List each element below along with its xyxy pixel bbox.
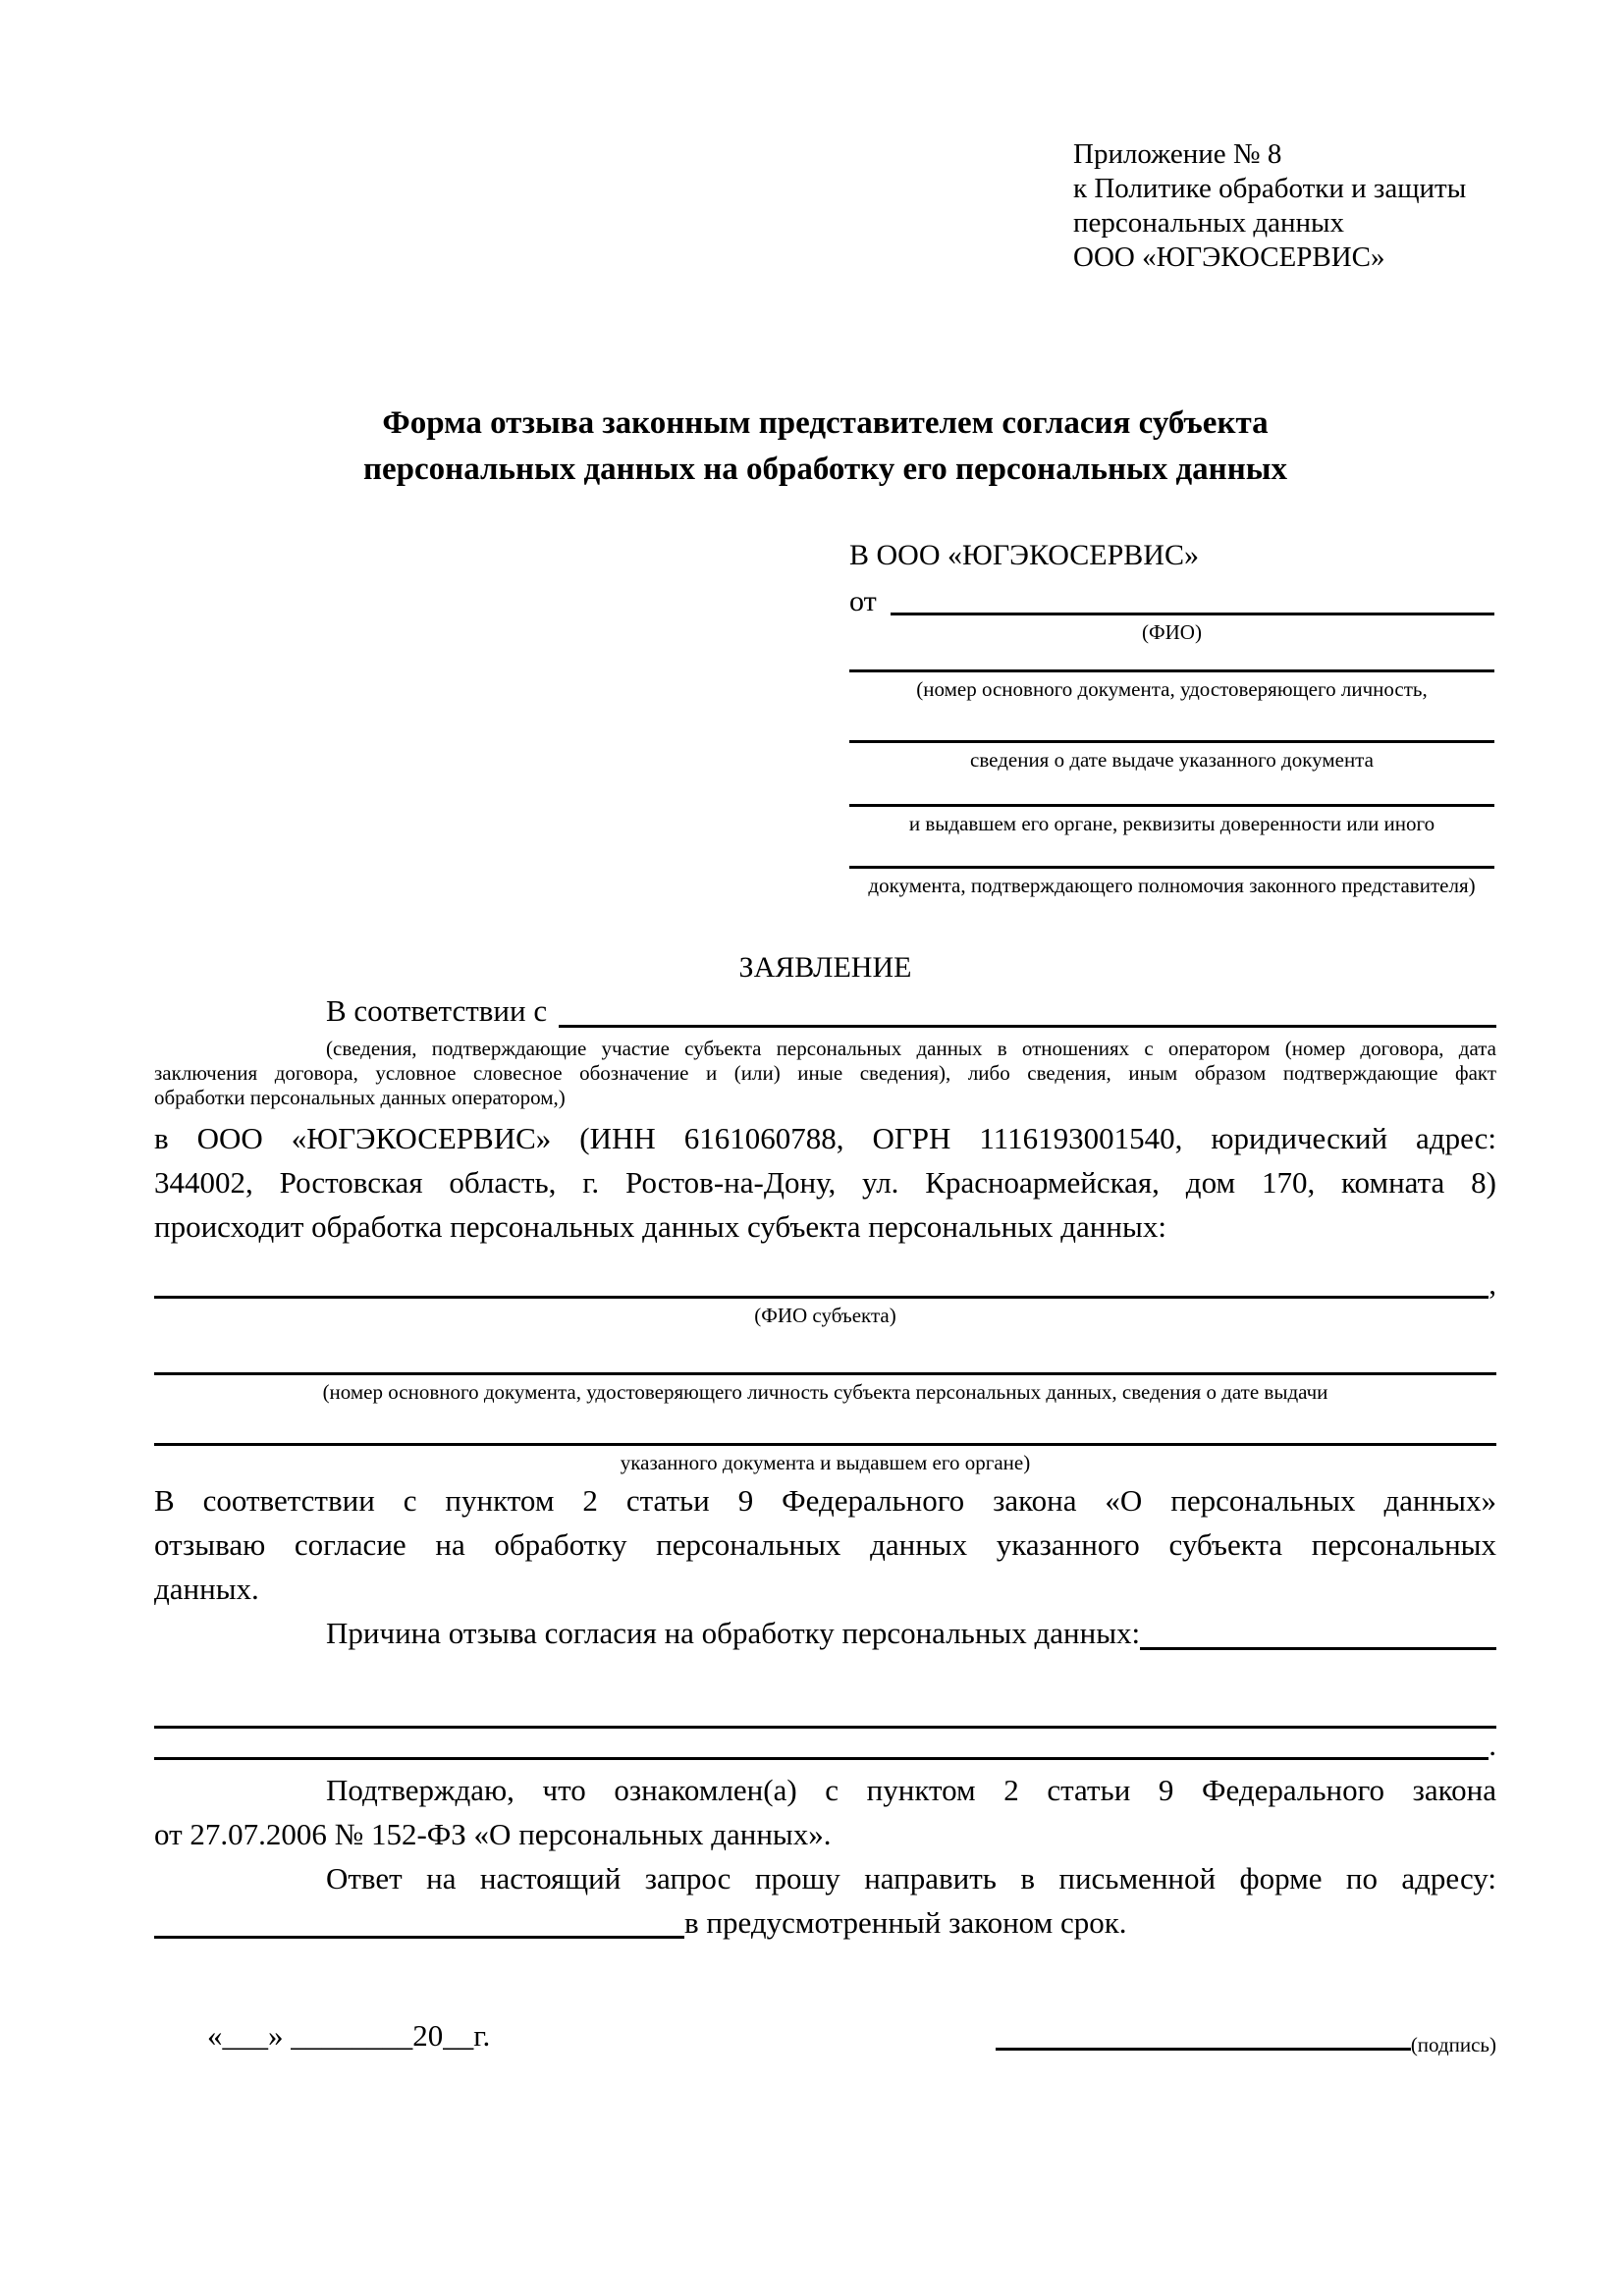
addressee-blank-unit <box>849 701 1494 772</box>
reply-tail-text: в предусмотренный законом срок. <box>684 1905 1127 1940</box>
subject-document-authority-blank-field <box>154 1404 1496 1446</box>
addressee-blank-unit <box>849 644 1494 701</box>
annex-block <box>1073 137 1496 275</box>
subject-doc-blank-unit <box>154 1327 1496 1404</box>
signature-blank-field <box>996 2048 1411 2051</box>
subject-doc-blank-unit <box>154 1404 1496 1474</box>
withdrawal-line: данных. <box>154 1572 259 1606</box>
subject-fio-caption: (ФИО субъекта) <box>754 1304 896 1327</box>
fine-print-line: обработки персональных данных оператором,) <box>154 1086 566 1109</box>
blank-caption: сведения о дате выдаче указанного документа <box>970 748 1374 772</box>
annex-line: Приложение № 8 <box>1073 138 1282 170</box>
annex-line: персональных данных <box>1073 207 1345 239</box>
confirmation-line: Подтверждаю, что ознакомлен(а) с пунктом 2 статьи 9 Федерального закона <box>326 1773 1496 1807</box>
statement-heading: ЗАЯВЛЕНИЕ <box>738 951 912 984</box>
reply-address-row <box>154 1900 1496 1945</box>
operator-paragraph <box>154 1116 1496 1249</box>
operator-paragraph-line: происходит обработка персональных данных субъекта персональных данных: <box>154 1209 1166 1244</box>
document-number-blank-field <box>849 644 1494 672</box>
document-title <box>154 400 1496 493</box>
annex-line: к Политике обработки и защиты <box>1073 173 1467 204</box>
fine-print-note <box>154 1037 1496 1110</box>
blank-caption: документа, подтверждающего полномочия законного представителя) <box>868 874 1476 897</box>
addressee-block <box>849 536 1494 897</box>
addressee-from-label: от <box>849 585 877 617</box>
accordance-row <box>154 989 1496 1033</box>
issuing-authority-blank-field <box>849 772 1494 807</box>
blank-caption: указанного документа и выдавшем его органе) <box>620 1451 1031 1474</box>
accordance-label: В соответствии с <box>326 993 548 1028</box>
subject-document-blank-field <box>154 1327 1496 1375</box>
subject-fio-row <box>154 1264 1496 1304</box>
addressee-blank-unit <box>849 835 1494 897</box>
reason-blank-field <box>1140 1611 1496 1650</box>
operator-paragraph-line: 344002, Ростовская область, г. Ростов-на-Дону, ул. Красноармейская, дом 170, комната 8) <box>154 1165 1496 1200</box>
withdrawal-line: отзываю согласие на обработку персональных данных указанного субъекта персональных <box>154 1527 1496 1562</box>
document-title-line: Форма отзыва законным представителем согласия субъекта <box>382 405 1269 441</box>
fio-caption: (ФИО) <box>1142 620 1202 644</box>
addressee-blank-unit <box>849 772 1494 835</box>
fio-blank-field <box>891 583 1494 615</box>
authority-document-blank-field <box>849 835 1494 869</box>
blank-caption: (номер основного документа, удостоверяющего личность субъекта персональных данных, сведения о дате выдачи <box>322 1380 1328 1404</box>
document-title-line: персональных данных на обработку его персональных данных <box>363 452 1287 487</box>
confirmation-line: от 27.07.2006 № 152-ФЗ «О персональных данных». <box>154 1817 832 1851</box>
blank-caption: (номер основного документа, удостоверяющего личность, <box>916 677 1428 701</box>
reason-blank-line-field <box>154 1729 1489 1760</box>
trailing-comma: , <box>1489 1266 1496 1301</box>
fine-print-line: (сведения, подтверждающие участие субъекта персональных данных в отношениях с оператором (номер договора, дата <box>326 1037 1496 1060</box>
withdrawal-line: В соответствии с пунктом 2 статьи 9 Федерального закона «О персональных данных» <box>154 1483 1496 1518</box>
withdrawal-paragraph <box>154 1478 1496 1611</box>
date-field: «___» ________20__г. <box>207 2018 491 2053</box>
accordance-blank-field <box>559 989 1496 1028</box>
issue-date-blank-field <box>849 701 1494 743</box>
addressee-to: В ООО «ЮГЭКОСЕРВИС» <box>849 539 1199 571</box>
signature-footer <box>154 2015 1496 2056</box>
reply-request-line: Ответ на настоящий запрос прошу направить в письменной форме по адресу: <box>326 1861 1496 1896</box>
reason-row <box>154 1611 1496 1655</box>
annex-line: ООО «ЮГЭКОСЕРВИС» <box>1073 241 1385 273</box>
reply-address-blank-field <box>154 1900 684 1939</box>
addressee-from-row <box>849 583 1494 620</box>
reason-blank-line-row <box>154 1729 1496 1762</box>
reason-blank-line-field <box>154 1696 1496 1729</box>
signature-caption: (подпись) <box>1410 2033 1496 2056</box>
subject-fio-blank-field <box>154 1264 1489 1299</box>
fine-print-line: заключения договора, условное словесное обозначение и (или) иные сведения), либо сведения, иным образом подтверждающие факт <box>154 1061 1496 1085</box>
operator-paragraph-line: в ООО «ЮГЭКОСЕРВИС» (ИНН 6161060788, ОГРН 1116193001540, юридический адрес: <box>154 1121 1496 1155</box>
confirmation-paragraph <box>154 1768 1496 1856</box>
trailing-period: . <box>1489 1728 1496 1762</box>
blank-caption: и выдавшем его органе, реквизиты доверенности или иного <box>908 812 1435 835</box>
reason-label: Причина отзыва согласия на обработку персональных данных: <box>326 1616 1141 1650</box>
signature-group <box>996 2033 1496 2056</box>
